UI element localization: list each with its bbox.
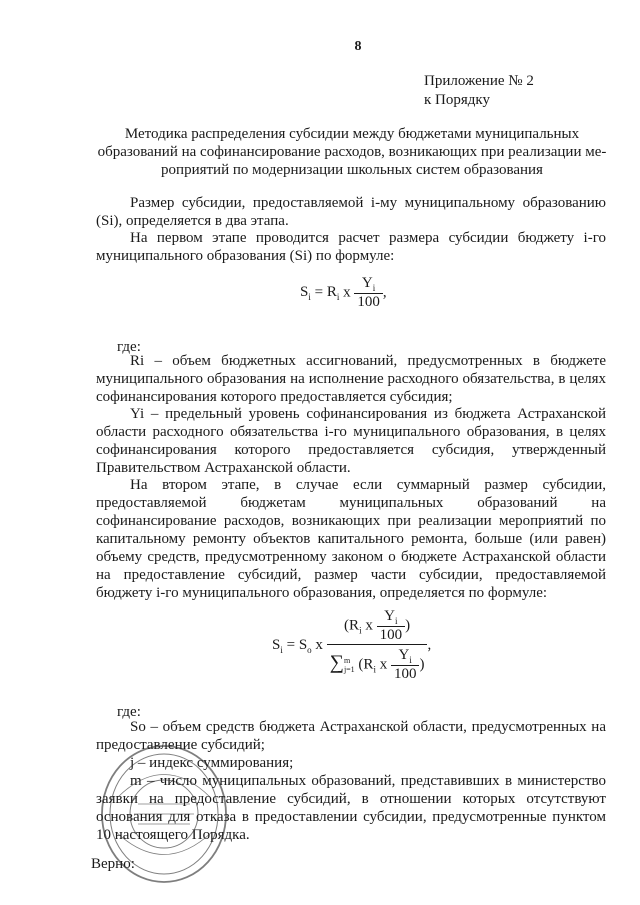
formula-first-stage	[300, 275, 387, 311]
paragraph-second-stage: На втором этапе, в случае если суммарный размер субсидии, предоставляемой бюджетам муниципальных образований на софинансирование расходов, возникающих при реализации мероприятий по капитальному ремонту объектов капитального ремонта, больше (или равен) объему средств, предусмотренному законом о бюджете Астраханской области на предоставление субсидий, размер части субсидии, предоставляемой бюджету i-го муниципального образования, определяется по формуле:	[96, 477, 606, 601]
formula2-inner-fraction-top: $\frac{Y_i}{100}$	[377, 608, 406, 644]
formula1-numerator: $Y_i$	[354, 275, 383, 294]
paragraph-first-stage: На первом этапе проводится расчет размера субсидии бюджету i-го муниципального образования (Si) по формуле:	[96, 230, 606, 264]
formula1-equals: =	[314, 284, 324, 301]
title-line-3: роприятий по модернизации школьных систем образования	[161, 162, 543, 178]
appendix-header	[424, 72, 534, 110]
formula-second-stage	[272, 608, 431, 683]
paragraph-m-definition: m – число муниципальных образований, представивших в министерство заявки на предоставление субсидий, в отношении которых отсутствуют основания для отказа в предоставлении субсидии, предусмотренные пунктом 10 настоящего Порядка.	[96, 773, 606, 843]
title-line-2: образований на софинансирование расходов, возникающих при реализации ме-	[97, 144, 607, 160]
document-title	[96, 125, 608, 179]
formula1-times: x	[343, 284, 351, 301]
paragraph-subsidy-size: Размер субсидии, предоставляемой i-му муниципальному образованию (Si), определяется в два этапа.	[96, 195, 606, 229]
formula2-lhs: $S_i$	[272, 636, 283, 655]
formula2-comma: ,	[427, 636, 432, 653]
appendix-line-2: к Порядку	[424, 92, 490, 108]
paragraph-ri-definition: Ri – объем бюджетных ассигнований, предусмотренных в бюджете муниципального образования на исполнение расходного обязательства, в целях софинансирования которого предоставляется субсидия;	[96, 353, 606, 405]
sum-sign: ∑	[329, 651, 344, 674]
page-number: 8	[354, 39, 362, 54]
where-label-2: где:	[117, 704, 141, 720]
formula2-denominator: ∑ m j=1 ($R_i$ x $\frac{Y_i}{100}$ )	[329, 647, 425, 682]
formula1-r: $R_i$	[326, 284, 340, 303]
official-seal-stamp-icon	[98, 742, 230, 886]
formula1-lhs: $S_i$	[300, 284, 311, 303]
where-label-1: где:	[117, 339, 141, 355]
paragraph-j-definition: j – индекс суммирования;	[130, 755, 294, 771]
formula2-so: $S_o$	[298, 636, 312, 655]
formula2-main-fraction	[327, 608, 428, 683]
formula2-inner-fraction-bottom: $\frac{Y_i}{100}$	[391, 647, 420, 683]
appendix-line-1: Приложение № 2	[424, 73, 534, 89]
paragraph-yi-definition: Yi – предельный уровень софинансирования из бюджета Астраханской области расходного обязательства i-го муниципального образования, в целях софинансирования которого предоставляется субсидия, утвержденный Правительством Астраханской области.	[96, 406, 606, 476]
title-line-1: Методика распределения субсидии между бюджетами муниципальных	[124, 126, 580, 142]
paragraph-so-definition: So – объем средств бюджета Астраханской области, предусмотренных на предоставление субсидий;	[96, 719, 606, 753]
verno-label: Верно:	[91, 856, 135, 872]
formula2-times: x	[315, 636, 323, 653]
formula2-numerator: ($R_i$ x $\frac{Y_i}{100}$ )	[327, 608, 428, 645]
formula2-equals: =	[286, 636, 296, 653]
formula1-denominator: 100	[357, 294, 380, 310]
formula1-comma: ,	[382, 284, 387, 301]
formula1-fraction	[354, 275, 383, 311]
